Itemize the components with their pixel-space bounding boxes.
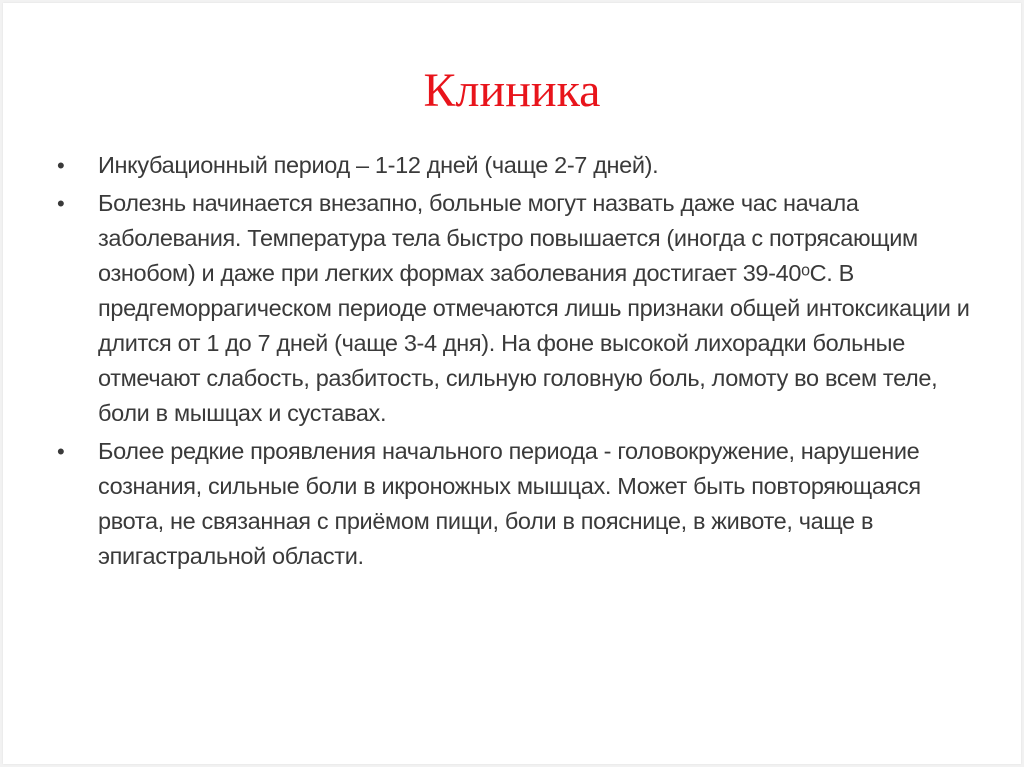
bullet-item: [55, 148, 975, 183]
bullet-text: Инкубационный период – 1-12 дней (чаще 2-7 дней).: [98, 152, 659, 178]
bullet-item: [55, 434, 975, 574]
bullet-list: [55, 148, 975, 577]
bullet-item: [55, 186, 975, 431]
slide-title: Клиника: [423, 64, 601, 117]
bullet-text: Болезнь начинается внезапно, больные могут назвать даже час начала заболевания. Температура тела быстро повышается (иногда с потрясающим ознобом) и даже при легких формах заболевания достигает 39-40ᵒС. В предгеморрагическом периоде отмечаются лишь признаки общей интоксикации и длится от 1 до 7 дней (чаще 3-4 дня). На фоне высокой лихорадки больные отмечают слабость, разбитость, сильную головную боль, ломоту во всем теле, боли в мышцах и суставах.: [98, 190, 970, 426]
bullet-dot-icon: •: [57, 153, 65, 178]
bullet-text: Более редкие проявления начального периода - головокружение, нарушение сознания, сильные боли в икроножных мышцах. Может быть повторяющаяся рвота, не связанная с приёмом пищи, боли в пояснице, в животе, чаще в эпигастральной области.: [98, 438, 921, 569]
slide: [3, 3, 1021, 764]
bullet-dot-icon: •: [57, 439, 65, 464]
bullet-dot-icon: •: [57, 191, 65, 216]
